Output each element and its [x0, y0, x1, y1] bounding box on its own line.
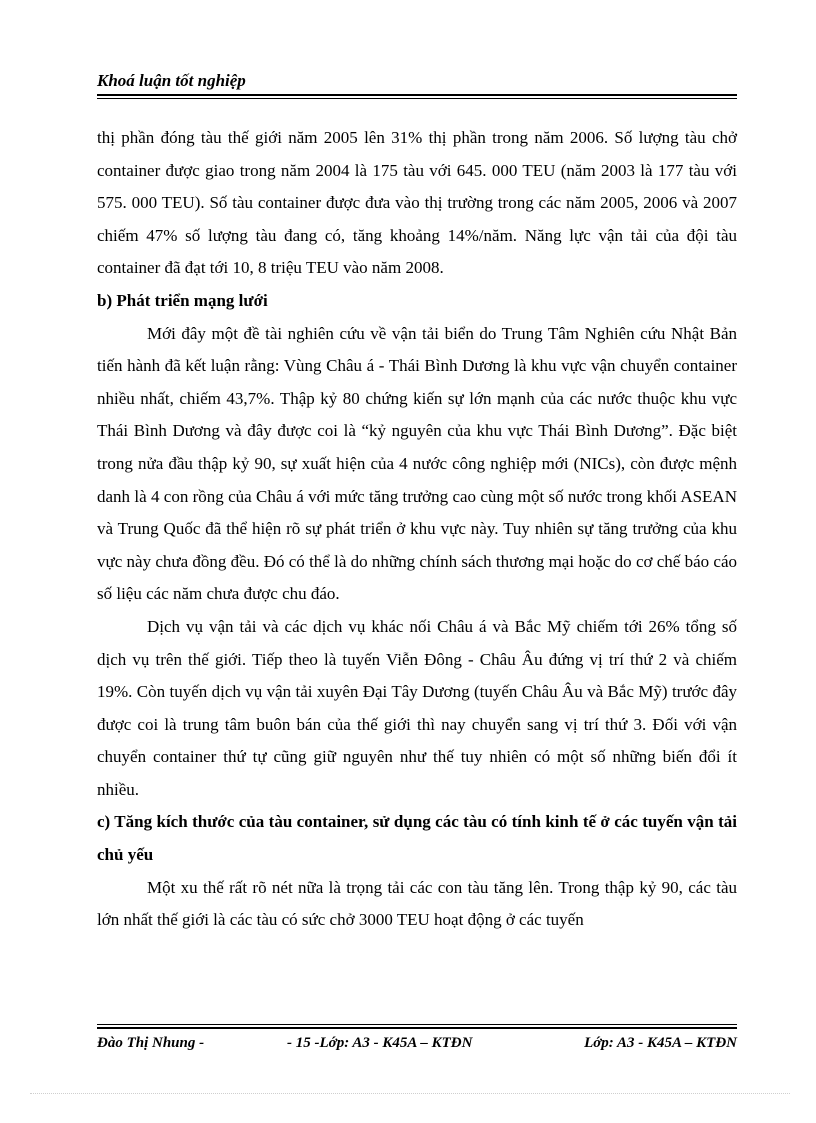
footer-class-right: Lớp: A3 - K45A – KTĐN	[584, 1035, 737, 1051]
footer-rule-thin	[97, 1024, 737, 1025]
page-edge-dotted-line	[30, 1093, 790, 1095]
paragraph-1: thị phần đóng tàu thế giới năm 2005 lên 31% thị phần trong năm 2006. Số lượng tàu chở container được giao trong năm 2004 là 175 tàu với 645. 000 TEU (năm 2003 là 177 tàu với 575. 000 TEU). Số tàu container được đưa vào thị trường trong các năm 2005, 2006 và 2007 chiếm 47% số lượng tàu đang có, tăng khoảng 14%/năm. Năng lực vận tải của đội tàu container đã đạt tới 10, 8 triệu TEU vào năm 2008.	[97, 128, 737, 278]
header-rule-thin	[97, 98, 737, 99]
section-heading-b: b) Phát triển mạng lưới	[97, 290, 268, 310]
header-title: Khoá luận tốt nghiệp	[97, 71, 246, 90]
paragraph-2: Mới đây một đề tài nghiên cứu về vận tải biển do Trung Tâm Nghiên cứu Nhật Bản tiến hành đã kết luận rằng: Vùng Châu á - Thái Bình Dương là khu vực vận chuyển container nhiều nhất, chiếm 43,7%. Thập kỷ 80 chứng kiến sự lớn mạnh của các nước thuộc khu vực Thái Bình Dương và đây được coi là “kỷ nguyên của khu vực Thái Bình Dương”. Đặc biệt trong nửa đầu thập kỷ 90, sự xuất hiện của 4 nước công nghiệp mới (NICs), còn được mệnh danh là 4 con rồng của Châu á với mức tăng trưởng cao cùng một số nước trong khối ASEAN và Trung Quốc đã thể hiện rõ sự phát triển ở khu vực này. Tuy nhiên sự tăng trưởng của khu vực này chưa đồng đều. Đó có thể là do những chính sách thương mại hoặc do cơ chế báo cáo số liệu các năm chưa được chu đáo.	[97, 323, 737, 604]
footer-page-class: - 15 -Lớp: A3 - K45A – KTĐN	[287, 1035, 473, 1051]
page-body	[97, 122, 737, 937]
footer-author: Đào Thị Nhung -	[97, 1035, 205, 1051]
page-footer	[97, 1032, 737, 1054]
paragraph-3: Dịch vụ vận tải và các dịch vụ khác nối Châu á và Bắc Mỹ chiếm tới 26% tổng số dịch vụ trên thế giới. Tiếp theo là tuyến Viễn Đông - Châu Âu đứng vị trí thứ 2 và chiếm 19%. Còn tuyến dịch vụ vận tải xuyên Đại Tây Dương (tuyến Châu Âu và Bắc Mỹ) trước đây được coi là trung tâm buôn bán của thế giới thì nay chuyển sang vị trí thứ 3. Đối với vận chuyển container thứ tự cũng giữ nguyên như thế tuy nhiên có một số những biến đổi ít nhiều.	[97, 616, 737, 799]
header-rule-thick	[97, 94, 737, 96]
section-heading-c: c) Tăng kích thước của tàu container, sử dụng các tàu có tính kinh tế ở các tuyến vận tải chủ yếu	[97, 812, 737, 865]
page-header	[97, 70, 737, 92]
footer-rule-thick	[97, 1027, 737, 1029]
paragraph-4: Một xu thế rất rõ nét nữa là trọng tải các con tàu tăng lên. Trong thập kỷ 90, các tàu lớn nhất thế giới là các tàu có sức chở 3000 TEU hoạt động ở các tuyến	[97, 877, 737, 930]
